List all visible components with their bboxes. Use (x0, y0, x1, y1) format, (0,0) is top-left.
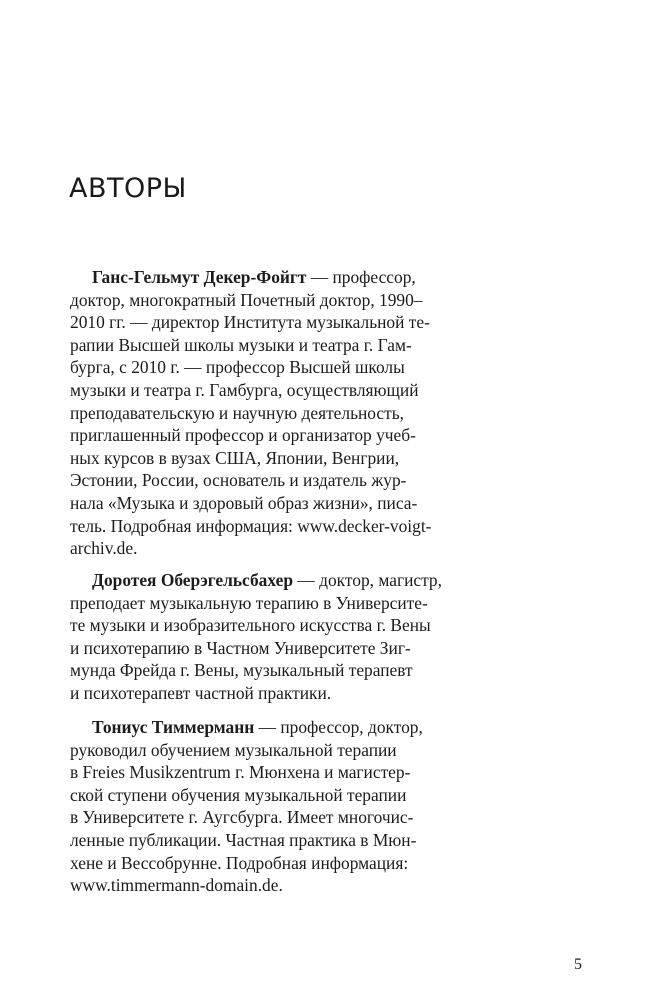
bio-line: в Freies Musikzentrum г. Мюнхена и магистер- (70, 762, 411, 783)
bio-line: бурга, с 2010 г. — профессор Высшей школы (70, 357, 405, 378)
author-name: Доротея Оберэгельсбахер (92, 570, 294, 590)
bio-line: преподает музыкальную терапию в Университе- (70, 592, 428, 613)
author-first-line (70, 716, 590, 739)
bio-line: те музыки и изобразительного искусства г. Вены (70, 615, 431, 636)
bio-line: музыки и театра г. Гамбурга, осуществляющий (70, 379, 419, 400)
author-entry-timmermann (70, 716, 590, 897)
page-heading: АВТОРЫ (69, 173, 187, 204)
bio-line: 2010 гг. — директор Института музыкальной те- (70, 312, 430, 333)
page-number: 5 (574, 956, 582, 973)
bio-line: ных курсов в вузах США, Японии, Венгрии, (70, 447, 400, 468)
bio-line: в Университете г. Аугсбурга. Имеет многочис- (70, 807, 414, 828)
bio-line: ской ступени обучения музыкальной терапии (70, 784, 407, 805)
author-name: Тониус Тиммерманн (92, 717, 255, 737)
bio-line: хене и Вессобрунне. Подробная информация: (70, 852, 409, 873)
author-first-line (70, 569, 590, 592)
bio-line: мунда Фрейда г. Вены, музыкальный терапевт (70, 660, 413, 681)
author-entry-decker-voigt (70, 266, 590, 560)
bio-line: руководил обучением музыкальной терапии (70, 739, 397, 760)
bio-line: доктор, многократный Почетный доктор, 1990– (70, 289, 423, 310)
bio-line: — профессор, доктор, (254, 717, 423, 737)
bio-line: ленные публикации. Частная практика в Мюн- (70, 829, 417, 850)
bio-line: приглашенный профессор и организатор учеб- (70, 425, 416, 446)
bio-line: тель. Подробная информация: www.decker-voigt- (70, 515, 432, 536)
author-first-line (70, 266, 590, 289)
bio-line: рапии Высшей школы музыки и театра г. Гам- (70, 334, 412, 355)
bio-line: Эстонии, России, основатель и издатель жур- (70, 470, 407, 491)
bio-line: преподавательскую и научную деятельность, (70, 402, 405, 423)
bio-line: www.timmermann-domain.de. (70, 875, 283, 896)
bio-line: — профессор, (306, 267, 416, 287)
bio-line: — доктор, магистр, (293, 570, 442, 590)
bio-line: archiv.de. (70, 538, 138, 559)
bio-line: и психотерапию в Частном Университете Зиг- (70, 637, 411, 658)
bio-line: и психотерапевт частной практики. (70, 682, 332, 703)
bio-line: нала «Музыка и здоровый образ жизни», писа- (70, 492, 418, 513)
author-entry-oberegelsbacher (70, 569, 590, 705)
author-name: Ганс-Гельмут Декер-Фойгт (92, 267, 307, 287)
